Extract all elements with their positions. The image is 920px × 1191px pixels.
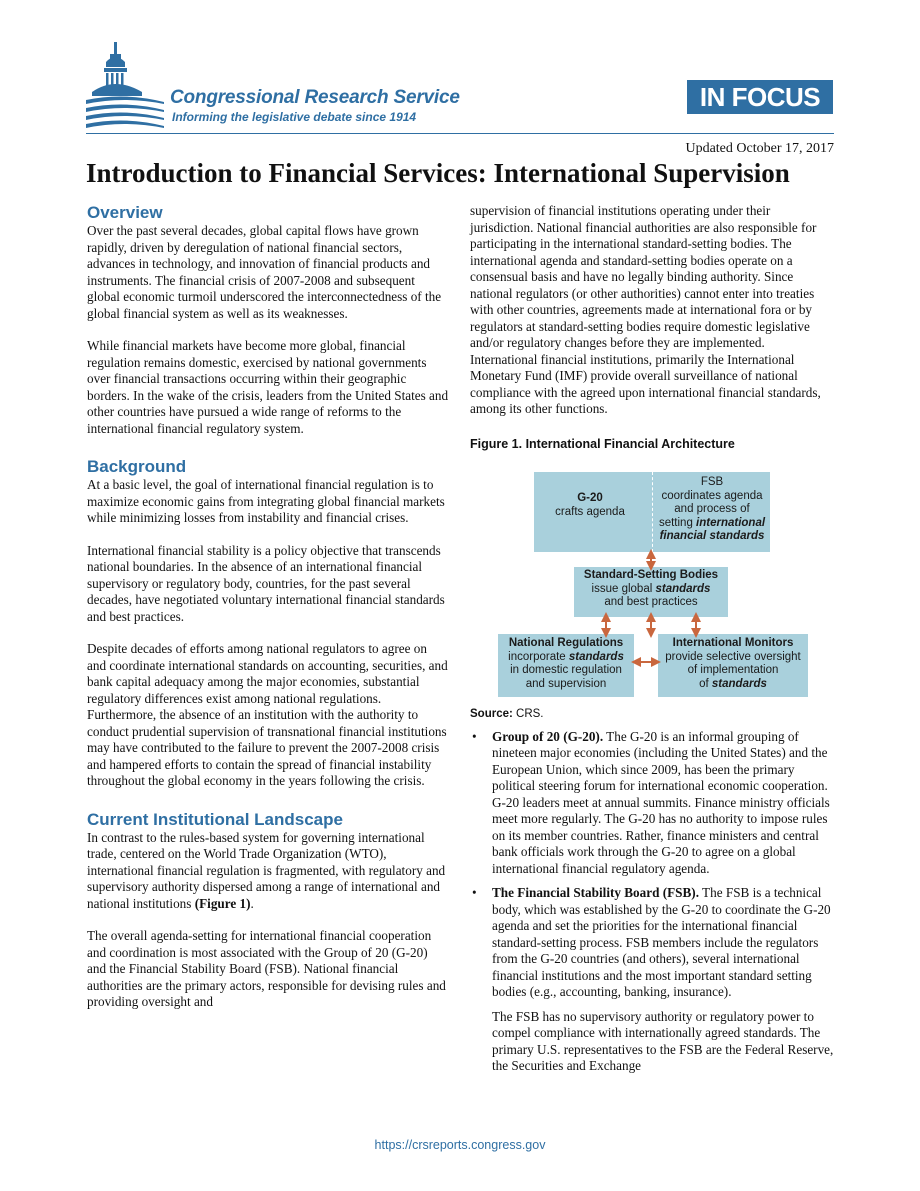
national-regulations-box bbox=[498, 634, 634, 697]
list-item-fsb: • The Financial Stability Board (FSB). The FSB is a technical body, which was established by the G-20 to coordinate the G-20 agenda and set the priorities for the international financial standard-setting process. FSB members include the regulators from the G-20 countries (and others), several international financial institutions and the most important standard setting bodies (e.g., accounting, banking, insurance). bbox=[470, 885, 834, 1001]
list-item-g20: • Group of 20 (G-20). The G-20 is an informal grouping of nineteen major economies (including the United States) and the European Union, which since 2009, has been the primary political steering forum for international economic cooperation. G-20 leaders meet at annual summits. Finance ministry officials meet more regularly. The G-20 has no authority to impose rules on its member countries. Rather, finance ministers and central bank officials work through the G-20 to agree on a global international financial regulatory agenda. bbox=[470, 729, 834, 878]
ssb-line-1: issue global standards bbox=[591, 582, 711, 595]
figure-title: Figure 1. International Financial Architecture bbox=[470, 436, 735, 451]
figure-1-reference: (Figure 1) bbox=[194, 895, 251, 911]
nr-title: National Regulations bbox=[508, 637, 624, 649]
fsb-title: FSB bbox=[700, 476, 724, 488]
g20-fsb-box bbox=[534, 472, 770, 552]
im-line-3: of standards bbox=[699, 677, 767, 690]
capitol-dome-logo-icon bbox=[84, 40, 166, 132]
page-title: Introduction to Financial Services: International Supervision bbox=[86, 158, 790, 188]
fsb-line-1: coordinates agenda bbox=[661, 489, 763, 502]
fsb-line-2: and process of bbox=[674, 503, 750, 515]
overview-heading: Overview bbox=[87, 203, 163, 222]
landscape-paragraph-1: In contrast to the rules-based system for governing international trade, centered on the World Trade Organization (WTO), international financial regulation is fragmented, with regulatory and supervisory authority dispersed among a range of international and national institutions (Figure 1). bbox=[87, 829, 446, 911]
in-focus-badge: IN FOCUS bbox=[687, 80, 833, 114]
header-divider bbox=[86, 133, 834, 134]
fsb-line-4: financial standards bbox=[659, 530, 765, 542]
left-column bbox=[87, 203, 449, 1027]
right-column bbox=[470, 203, 834, 1091]
landscape-paragraph-2: The overall agenda-setting for international financial cooperation and coordination is most associated with the Group of 20 (G-20) and the Financial Stability Board (FSB). National financial authorities are the primary actors, responsible for devising rules and providing oversight and bbox=[87, 928, 446, 1009]
im-title: International Monitors bbox=[672, 637, 794, 649]
background-paragraph-1: At a basic level, the goal of international financial regulation is to maximize economic gains from integrating global financial markets while minimizing losses from instability and financial crises. bbox=[87, 477, 445, 525]
overview-paragraph-1: Over the past several decades, global capital flows have grown rapidly, driven by deregulation of national financial sectors, advances in technology, and innovation of financial products and instruments. The financial crisis of 2007-2008 and subsequent global economic turmoil underscored the interconnectedness of the global financial system as well as its weaknesses. bbox=[87, 223, 442, 321]
im-line-2: of implementation bbox=[687, 664, 779, 676]
standard-setting-bodies-box bbox=[574, 567, 728, 617]
figure-source: Source: CRS. bbox=[470, 708, 544, 720]
nr-line-2: in domestic regulation bbox=[510, 664, 622, 676]
fsb-line-3: setting international bbox=[658, 516, 766, 529]
landscape-heading: Current Institutional Landscape bbox=[87, 809, 343, 829]
international-monitors-box bbox=[658, 634, 808, 697]
overview-paragraph-2: While financial markets have become more global, financial regulation remains domestic, exercised by national governments over financial transactions occurring within their geographic borders. In the wake of the crisis, leaders from the United States and other countries have pursued a wide range of reforms to the international financial regulatory system. bbox=[87, 338, 449, 436]
fsb-paragraph-2: The FSB has no supervisory authority or regulatory power to compel compliance with internationally agreed standards. The primary U.S. representatives to the FSB are the Federal Reserve, the Securities and Exchange bbox=[492, 1008, 834, 1073]
institution-list bbox=[470, 729, 834, 1001]
footer-link[interactable]: https://crsreports.congress.gov bbox=[374, 1138, 546, 1152]
g20-desc: crafts agenda bbox=[555, 505, 625, 518]
background-paragraph-3: Despite decades of efforts among national regulators to agree on and coordinate international standards on accounting, securities, and bank capital adequacy among the major economies, substantial regulatory differences exist among national regulations. Furthermore, the absence of an institution with the authority to conduct prudential supervision of transnational financial institutions may have contributed to the failure to prevent the 2007-2008 crisis and hampered efforts to contain the spread of financial instability throughout the global economy in the years following the crisis. bbox=[87, 641, 448, 788]
nr-line-1: incorporate standards bbox=[508, 650, 624, 663]
background-paragraph-2: International financial stability is a policy objective that transcends national boundaries. In the absence of an international financial supervisory or regulatory body, countries, for the past several decades, have negotiated voluntary international financial standards and best practices. bbox=[87, 542, 445, 624]
org-name: Congressional Research Service bbox=[170, 87, 460, 108]
ssb-line-2: and best practices bbox=[604, 596, 698, 608]
landscape-paragraph-3: supervision of financial institutions operating under their jurisdiction. National financial authorities are also responsible for participating in the international standard-setting bodies. The international agenda and standard-setting bodies operate on a consensual basis and have no legally binding authority. Since national regulators (or other authorities) cannot enter into treaties with other countries, agreements made at international fora or by regulators at standard-setting bodies require domestic legislative and/or regulatory changes before they are implemented. International financial institutions, primarily the International Monetary Fund (IMF) provide overall surveillance of national compliance with the agreed upon international financial standards, among its other functions. bbox=[470, 203, 821, 416]
background-heading: Background bbox=[87, 457, 187, 476]
org-tagline: Informing the legislative debate since 1914 bbox=[172, 110, 417, 124]
im-line-1: provide selective oversight bbox=[665, 650, 801, 663]
nr-line-3: and supervision bbox=[525, 677, 607, 690]
ssb-title: Standard-Setting Bodies bbox=[583, 569, 719, 581]
g20-title: G-20 bbox=[577, 492, 603, 504]
updated-date: Updated October 17, 2017 bbox=[685, 141, 834, 156]
architecture-diagram bbox=[470, 462, 834, 700]
